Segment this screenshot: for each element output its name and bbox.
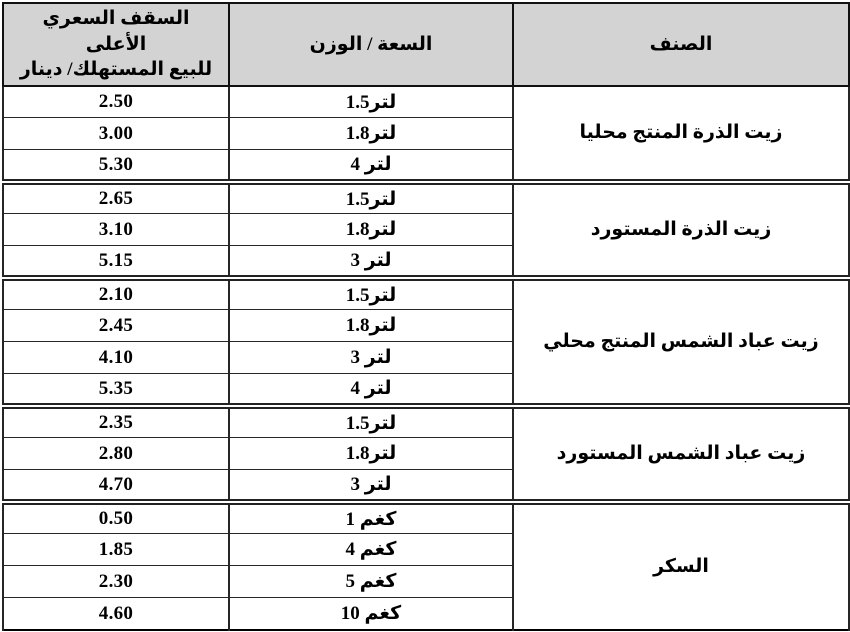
header-row [3, 3, 849, 86]
price-cell: 2.45 [3, 310, 229, 342]
column-header-price-line2: للبيع المستهلك/ دينار [19, 59, 213, 81]
price-cell: 2.50 [3, 86, 229, 118]
group-sunflower-oil-imported [3, 406, 849, 502]
group-corn-oil-local [3, 86, 849, 182]
size-cell: 1.8لتر [229, 214, 513, 246]
size-cell: 1.8لتر [229, 438, 513, 470]
price-cell: 2.65 [3, 182, 229, 214]
price-cell: 5.15 [3, 246, 229, 278]
price-cell: 3.10 [3, 214, 229, 246]
price-cell: 2.35 [3, 406, 229, 438]
size-cell: 3 لتر [229, 342, 513, 374]
size-cell: 4 كغم [229, 534, 513, 566]
price-cell: 2.80 [3, 438, 229, 470]
size-cell: 5 كغم [229, 566, 513, 598]
size-cell: 1.5لتر [229, 86, 513, 118]
size-cell: 1.8لتر [229, 310, 513, 342]
table-header [3, 3, 849, 86]
table-row [3, 406, 849, 438]
size-cell: 1 كغم [229, 502, 513, 534]
table-row [3, 86, 849, 118]
group-corn-oil-imported [3, 182, 849, 278]
price-table [2, 2, 850, 631]
table-row [3, 182, 849, 214]
price-cell: 0.50 [3, 502, 229, 534]
group-sugar [3, 502, 849, 630]
price-cell: 5.35 [3, 374, 229, 406]
category-cell: زيت عباد الشمس المستورد [513, 406, 849, 502]
price-cell: 2.30 [3, 566, 229, 598]
size-cell: 1.5لتر [229, 182, 513, 214]
price-cell: 4.70 [3, 470, 229, 502]
category-cell: زيت الذرة المنتج محليا [513, 86, 849, 182]
size-cell: 4 لتر [229, 150, 513, 182]
size-cell: 4 لتر [229, 374, 513, 406]
size-cell: 1.8لتر [229, 118, 513, 150]
size-cell: 10 كغم [229, 598, 513, 630]
price-cell: 2.10 [3, 278, 229, 310]
price-cell: 1.85 [3, 534, 229, 566]
group-sunflower-oil-local [3, 278, 849, 406]
table-row [3, 278, 849, 310]
price-cell: 4.60 [3, 598, 229, 630]
size-cell: 1.5لتر [229, 278, 513, 310]
category-cell: السكر [513, 502, 849, 630]
category-cell: زيت الذرة المستورد [513, 182, 849, 278]
price-cell: 5.30 [3, 150, 229, 182]
column-header-size: السعة / الوزن [229, 3, 513, 86]
price-cell: 3.00 [3, 118, 229, 150]
column-header-price [3, 3, 229, 86]
price-cell: 4.10 [3, 342, 229, 374]
column-header-price-line1: السقف السعري الأعلى [42, 8, 190, 55]
size-cell: 1.5لتر [229, 406, 513, 438]
column-header-category: الصنف [513, 3, 849, 86]
size-cell: 3 لتر [229, 470, 513, 502]
size-cell: 3 لتر [229, 246, 513, 278]
category-cell: زيت عباد الشمس المنتج محلي [513, 278, 849, 406]
table-row [3, 502, 849, 534]
